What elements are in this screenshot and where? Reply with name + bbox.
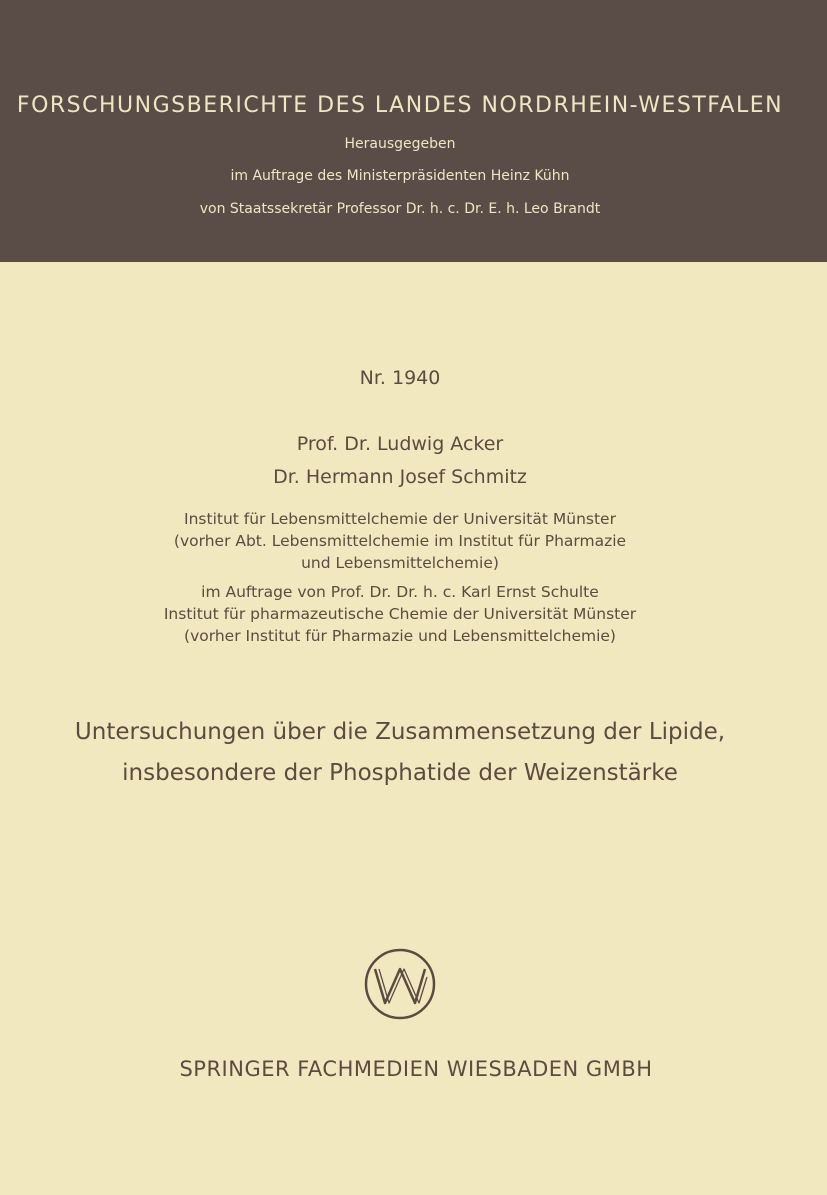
title-line-2: insbesondere der Phosphatide der Weizenstärke <box>122 760 678 786</box>
institution-line-1: Institut für Lebensmittelchemie der Universität Münster <box>184 510 616 528</box>
institution-line-3: und Lebensmittelchemie) <box>301 554 499 572</box>
series-title: FORSCHUNGSBERICHTE DES LANDES NORDRHEIN-WESTFALEN <box>16 93 784 118</box>
author-1: Prof. Dr. Ludwig Acker <box>296 433 504 455</box>
report-number: Nr. 1940 <box>359 367 441 389</box>
editor-line-2: im Auftrage des Ministerpräsidenten Heinz Kühn <box>230 168 570 184</box>
institution-line-2: (vorher Abt. Lebensmittelchemie im Institut für Pharmazie <box>173 532 627 550</box>
institution-line-6: (vorher Institut für Pharmazie und Lebensmittelchemie) <box>184 627 616 645</box>
editor-line-3: von Staatssekretär Professor Dr. h. c. Dr. E. h. Leo Brandt <box>199 201 601 217</box>
publisher-logo-icon <box>363 947 437 1021</box>
header-band <box>0 0 827 262</box>
institution-line-5: Institut für pharmazeutische Chemie der Universität Münster <box>163 605 637 623</box>
institution-line-4: im Auftrage von Prof. Dr. Dr. h. c. Karl Ernst Schulte <box>201 583 599 601</box>
author-2: Dr. Hermann Josef Schmitz <box>273 466 527 488</box>
title-line-1: Untersuchungen über die Zusammensetzung der Lipide, <box>74 719 726 745</box>
publisher-name: SPRINGER FACHMEDIEN WIESBADEN GMBH <box>179 1057 653 1081</box>
editor-line-1: Herausgegeben <box>344 136 456 152</box>
